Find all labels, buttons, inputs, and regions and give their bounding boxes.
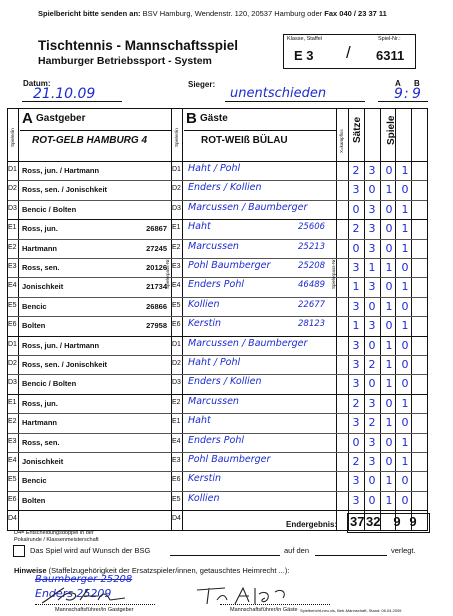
sieger-label: Sieger: — [188, 80, 216, 89]
saetze-a: 2 — [352, 222, 360, 236]
sieger-underline — [225, 101, 365, 102]
row-code-b: E2 — [172, 398, 181, 406]
row-code-a: D1 — [8, 166, 17, 173]
col-divider — [18, 109, 19, 530]
player-a-name: Ross, sen. — [22, 263, 60, 272]
d4-note-1: D4= Entscheidungsdoppel in der — [14, 530, 94, 536]
team-a-name: ROT-GELB HAMBURG 4 — [32, 135, 147, 146]
saetze-a: 3 — [352, 474, 360, 488]
row-code-a: E6 — [8, 495, 17, 503]
row-code-b: D2 — [172, 185, 181, 193]
spiele-a: 0 — [385, 319, 393, 333]
saetze-b: 0 — [368, 338, 376, 352]
signature-line-a — [35, 604, 155, 605]
row-code-b: E1 — [172, 224, 181, 232]
player-a-name: Bolten — [22, 495, 46, 505]
spiele-b: 0 — [401, 416, 409, 430]
player-a-name: Bencic — [22, 476, 47, 486]
row-divider — [8, 161, 427, 162]
saetze-b: 3 — [368, 280, 376, 294]
column-b-label: B — [414, 79, 420, 88]
player-a-name: Hartmann — [22, 418, 58, 428]
row-code-a: D3 — [8, 204, 17, 212]
row-divider — [8, 433, 427, 434]
spiele-b: 0 — [401, 338, 409, 352]
d4-note-2: Pokalrunde / Klassenmeisterschaft — [14, 537, 99, 543]
row-code-a: E2 — [8, 243, 17, 251]
saetze-a: 1 — [352, 319, 360, 333]
row-code-b: D4 — [172, 515, 181, 523]
player-b-name: Enders Pohl — [188, 434, 244, 446]
player-a-pass-nr: 26866 — [146, 301, 167, 311]
spiele-a: 1 — [385, 474, 393, 488]
end-spiele-a: 9 — [393, 514, 401, 529]
spiele-b: 1 — [401, 202, 409, 216]
player-b-name: Enders Pohl — [188, 279, 244, 291]
saetze-b: 1 — [368, 261, 376, 274]
spiele-b: 1 — [401, 222, 409, 236]
signature-host — [40, 586, 130, 606]
saetze-a: 0 — [352, 202, 360, 216]
row-code-a: E5 — [8, 476, 17, 484]
col-divider — [336, 109, 337, 530]
player-a-name: Ross, sen. / Jonischkeit — [22, 185, 108, 195]
team-a-role: Gastgeber — [36, 113, 86, 124]
send-to-address: BSV Hamburg, Wendenstr. 120, 20537 Hamburg oder — [142, 9, 323, 18]
row-code-a: E5 — [8, 301, 17, 309]
klasse-slash: / — [346, 43, 351, 62]
signature-guest — [195, 584, 305, 606]
spiele-b: 0 — [401, 261, 409, 274]
form-info: Spielbericht-neu.xls, Betr-Mannschaft, Stand: 06.04.2009 — [300, 608, 402, 613]
saetze-b: 3 — [368, 202, 376, 216]
col-divider — [364, 109, 365, 530]
saetze-b: 0 — [368, 377, 376, 391]
datum-value: 21.10.09 — [33, 86, 96, 102]
spiel-nr-value: 6311 — [376, 48, 405, 63]
saetze-b: 0 — [368, 299, 376, 313]
spiele-b: 0 — [401, 377, 409, 391]
row-code-a: E4 — [8, 282, 17, 290]
spiele-b: 1 — [401, 241, 409, 255]
saetze-a: 0 — [352, 435, 360, 449]
match-table — [7, 108, 428, 531]
team-a-letter: A — [22, 110, 33, 127]
row-code-b: D3 — [172, 379, 181, 387]
row-code-a: D2 — [8, 185, 17, 193]
row-code-a: D1 — [8, 340, 17, 348]
player-a-name: Jonischkeit — [22, 457, 64, 466]
row-divider — [8, 297, 427, 298]
row-code-b: D3 — [172, 204, 181, 212]
row-code-a: E6 — [8, 321, 17, 329]
spiele-b: 1 — [401, 164, 409, 177]
date-underline — [315, 555, 387, 556]
row-divider — [8, 452, 427, 453]
player-a-name: Bolten — [22, 321, 46, 331]
player-b-name: Enders / Kollien — [188, 376, 262, 388]
row-code-b: E4 — [172, 437, 181, 445]
score-a: 9 — [394, 86, 403, 102]
saetze-a: 3 — [352, 416, 360, 430]
spiele-b: 1 — [401, 396, 409, 410]
datum-label: Datum: — [23, 79, 51, 88]
row-code-b: E4 — [172, 282, 181, 290]
player-b-pass-nr: 46489 — [298, 280, 326, 291]
score-colon: : — [404, 86, 409, 102]
col-divider — [348, 109, 349, 530]
spiele-a: 0 — [385, 435, 393, 449]
spiele-header: Spiele — [386, 115, 397, 145]
col-divider — [380, 109, 381, 530]
player-a-name: Ross, jun. / Hartmann — [22, 166, 100, 175]
player-a-name: Ross, sen. / Jonischkeit — [22, 360, 108, 369]
bsg-checkbox[interactable] — [13, 545, 25, 557]
row-divider — [8, 239, 427, 240]
player-a-pass-nr: 27958 — [146, 321, 167, 331]
spieler-label-b: Spieler/in — [174, 128, 179, 147]
hinweise-text: (Staffelzugehörigkeit der Ersatzspieler/innen, getauschtes Heimrecht ...): — [48, 566, 290, 575]
player-a-name: Jonischkeit — [22, 282, 64, 292]
saetze-a: 2 — [352, 455, 360, 468]
row-code-a: D3 — [8, 379, 17, 387]
end-saetze-a: 37 — [350, 514, 365, 529]
player-b-pass-nr: 25213 — [298, 241, 326, 252]
saetze-a: 3 — [352, 261, 360, 274]
player-a-pass-nr: 26867 — [146, 224, 167, 234]
saetze-a: 3 — [352, 377, 360, 391]
row-code-b: D1 — [172, 166, 181, 173]
player-a-name: Bencic / Bolten — [22, 204, 77, 214]
row-divider — [8, 219, 427, 220]
player-b-name: Haht — [188, 221, 211, 233]
row-code-b: D1 — [172, 340, 181, 348]
row-divider — [8, 258, 427, 259]
player-a-pass-nr: 20126 — [146, 263, 167, 272]
row-code-b: E6 — [172, 321, 181, 329]
spiele-b: 1 — [401, 280, 409, 294]
bsg-text: Das Spiel wird auf Wunsch der BSG — [30, 546, 151, 555]
klasse-label: Klasse, Staffel — [287, 36, 323, 42]
row-divider — [8, 491, 427, 492]
spiele-b: 0 — [401, 358, 409, 371]
row-code-a: E1 — [8, 224, 17, 232]
saetze-a: 3 — [352, 358, 360, 371]
hinweise-note-1: Baumberger 25208 — [35, 574, 133, 585]
row-code-b: E5 — [172, 301, 181, 309]
end-saetze-b: 32 — [366, 514, 381, 529]
spiele-a: 1 — [385, 183, 393, 197]
player-b-pass-nr: 25606 — [298, 222, 326, 233]
team-b-letter: B — [186, 110, 197, 127]
player-a-name: Ross, jun. / Hartmann — [22, 340, 100, 350]
player-b-name: Kerstin — [188, 473, 221, 485]
saetze-a: 1 — [352, 280, 360, 294]
spiele-a: 1 — [385, 358, 393, 371]
row-divider — [8, 200, 427, 201]
saetze-a: 2 — [352, 396, 360, 410]
row-code-a: E3 — [8, 437, 17, 445]
spiele-a: 1 — [385, 299, 393, 313]
row-code-a: D2 — [8, 360, 17, 367]
team-b-divider — [184, 130, 336, 131]
spiele-a: 1 — [385, 416, 393, 430]
spiel-nr-label: Spiel-Nr.: — [378, 36, 401, 42]
team-a-divider — [20, 130, 171, 131]
row-code-a: E1 — [8, 398, 17, 406]
row-code-b: D2 — [172, 360, 181, 367]
player-a-name: Ross, jun. — [22, 224, 58, 234]
row-code-a: E4 — [8, 457, 17, 464]
spiele-b: 1 — [401, 435, 409, 449]
player-b-name: Kollien — [188, 492, 220, 504]
spiele-a: 1 — [385, 261, 393, 274]
saetze-b: 0 — [368, 474, 376, 488]
saetze-a: 3 — [352, 338, 360, 352]
hinweise-label: Hinweise — [14, 566, 47, 575]
spiele-b: 1 — [401, 319, 409, 333]
player-a-pass-nr: 27245 — [146, 243, 167, 253]
player-b-name: Haht / Pohl — [188, 357, 241, 368]
signature-a-label: Mannschaftsführer/in Gastgeber — [55, 607, 134, 613]
saetze-a: 3 — [352, 493, 360, 507]
spielerpass-label-a: Spielerpass-Nr. — [165, 258, 170, 289]
row-code-a: E2 — [8, 418, 17, 426]
spiele-b: 0 — [401, 299, 409, 313]
player-b-pass-nr: 22677 — [298, 299, 326, 310]
send-to-line — [38, 9, 387, 18]
row-code-b: E3 — [172, 263, 181, 270]
saetze-b: 3 — [368, 396, 376, 410]
team-b-role: Gäste — [200, 113, 228, 124]
row-code-b: E1 — [172, 418, 181, 426]
auf-den-label: auf den — [284, 546, 310, 555]
row-code-b: E3 — [172, 457, 181, 464]
row-divider — [8, 336, 427, 337]
row-divider — [8, 180, 427, 181]
spieler-label-a: Spieler/in — [10, 128, 15, 147]
bsg-underline — [170, 555, 280, 556]
class-and-match-box — [283, 34, 416, 69]
player-b-name: Haht / Pohl — [188, 163, 241, 174]
row-divider — [8, 471, 427, 472]
spiele-a: 0 — [385, 202, 393, 216]
saetze-b: 3 — [368, 319, 376, 333]
row-code-b: E6 — [172, 476, 181, 484]
col-divider — [182, 109, 183, 530]
klasse-value: E 3 — [294, 48, 314, 63]
score-b: 9 — [412, 86, 421, 102]
column-a-label: A — [395, 79, 401, 88]
spiele-b: 0 — [401, 474, 409, 488]
player-b-name: Kollien — [188, 298, 220, 310]
saetze-header: Sätze — [352, 116, 363, 143]
saetze-b: 3 — [368, 164, 376, 177]
player-a-name: Ross, sen. — [22, 437, 60, 447]
row-divider — [8, 277, 427, 278]
spiele-b: 0 — [401, 493, 409, 507]
saetze-b: 3 — [368, 455, 376, 468]
kampflos-label: X=kampflos — [339, 129, 344, 153]
endergebnis-label: Endergebnis: — [286, 520, 338, 529]
col-divider — [395, 109, 396, 530]
spiele-a: 0 — [385, 396, 393, 410]
form-title: Tischtennis - Mannschaftsspiel — [38, 38, 239, 53]
row-code-b: E5 — [172, 495, 181, 503]
spiele-a: 1 — [385, 338, 393, 352]
sieger-value: unentschieden — [230, 86, 327, 101]
row-divider — [8, 374, 427, 375]
player-b-name: Marcussen / Baumberger — [188, 337, 308, 349]
form-subtitle: Hamburger Betriebssport - System — [38, 55, 212, 67]
signature-line-b — [220, 604, 330, 605]
player-b-name: Pohl Baumberger — [188, 260, 271, 271]
player-a-name: Hartmann — [22, 243, 58, 253]
row-divider — [8, 316, 427, 317]
saetze-b: 0 — [368, 183, 376, 197]
spiele-a: 0 — [385, 280, 393, 294]
row-code-a: E3 — [8, 263, 17, 270]
player-a-name: Ross, jun. — [22, 398, 58, 408]
spiele-a: 0 — [385, 164, 393, 177]
saetze-a: 2 — [352, 164, 360, 177]
player-b-name: Pohl Baumberger — [188, 454, 271, 465]
saetze-b: 3 — [368, 435, 376, 449]
player-b-name: Marcussen — [188, 240, 239, 252]
row-divider — [8, 355, 427, 356]
saetze-a: 3 — [352, 183, 360, 197]
end-spiele-b: 9 — [409, 514, 417, 529]
team-b-name: ROT-WEIß BÜLAU — [201, 135, 288, 146]
row-divider — [8, 413, 427, 414]
player-a-name: Bencic — [22, 301, 47, 311]
saetze-a: 3 — [352, 299, 360, 313]
spiele-a: 1 — [385, 493, 393, 507]
player-a-pass-nr: 21734 — [146, 282, 167, 292]
spiele-a: 1 — [385, 377, 393, 391]
player-b-pass-nr: 28123 — [298, 319, 326, 330]
saetze-a: 0 — [352, 241, 360, 255]
spiele-a: 0 — [385, 241, 393, 255]
verlegt-label: verlegt. — [391, 546, 416, 555]
send-to-label: Spielbericht bitte senden an: — [38, 9, 141, 18]
player-b-name: Marcussen / Baumberger — [188, 201, 308, 213]
player-b-name: Haht — [188, 415, 211, 427]
row-code-b: E2 — [172, 243, 181, 251]
fax-number: Fax 040 / 23 37 11 — [324, 9, 387, 18]
spiele-a: 0 — [385, 222, 393, 236]
row-divider — [8, 394, 427, 395]
saetze-b: 3 — [368, 222, 376, 236]
saetze-b: 0 — [368, 493, 376, 507]
saetze-b: 2 — [368, 358, 376, 371]
saetze-b: 3 — [368, 241, 376, 255]
row-divider — [8, 510, 427, 511]
player-b-pass-nr: 25208 — [298, 261, 326, 271]
spielerpass-label-b: Spielerpass-Nr. — [331, 258, 336, 289]
player-b-name: Enders / Kollien — [188, 182, 262, 194]
player-b-name: Marcussen — [188, 395, 239, 407]
player-a-name: Bencic / Bolten — [22, 379, 77, 389]
spiele-a: 0 — [385, 455, 393, 468]
signature-b-label: Mannschaftsführer/in Gäste — [230, 607, 298, 613]
row-code-a: D4 — [8, 515, 17, 523]
saetze-b: 2 — [368, 416, 376, 430]
spiele-b: 1 — [401, 455, 409, 468]
player-b-name: Kerstin — [188, 318, 221, 330]
spiele-b: 0 — [401, 183, 409, 197]
col-divider — [411, 109, 412, 530]
hinweise-note-2: Enders 25209 — [35, 587, 112, 600]
